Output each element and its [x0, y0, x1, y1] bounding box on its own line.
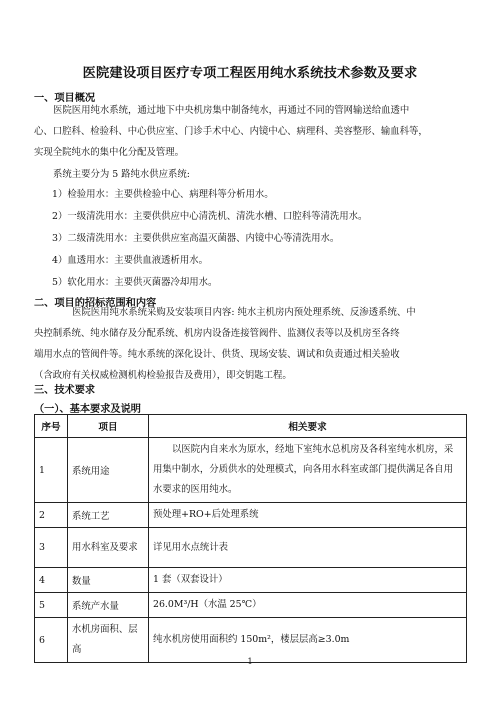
cell-no: 4 [35, 568, 68, 593]
table-row [35, 618, 467, 663]
cell-no: 6 [35, 618, 68, 663]
cell-name: 系统产水量 [68, 593, 149, 618]
cell-name: 数量 [68, 568, 149, 593]
cell-req: 以医院内自来水为原水，经地下室纯水总机房及各科室纯水机房，采用集中制水，分质供水的处理模式，向各用水科室或部门提供满足各自用水要求的医用纯水。 [149, 438, 467, 503]
header-item: 项目 [68, 415, 149, 438]
header-req: 相关要求 [149, 415, 467, 438]
table-row [35, 438, 467, 503]
cell-req: 预处理+RO+后处理系统 [149, 503, 467, 528]
cell-req: 详见用水点统计表 [149, 528, 467, 568]
overview-line-1: 医院医用纯水系统，通过地下中央机房集中制备纯水，再通过不同的管网输送给血透中 [53, 105, 410, 116]
header-no: 序号 [35, 415, 68, 438]
cell-no: 5 [35, 593, 68, 618]
list-item: 3）二级清洗用水：主要供供应室高温灭菌器、内镜中心等清洗用水。 [52, 233, 340, 244]
overview-line-3: 实现全院纯水的集中化分配及管理。 [34, 147, 185, 158]
scope-line-3: 端用水点的管阀件等。纯水系统的深化设计、供货、现场安装、调试和负责通过相关验收 [34, 349, 400, 360]
cell-name: 用水科室及要求 [68, 528, 149, 568]
overview-line-2: 心、口腔科、检验科、中心供应室、门诊手术中心、内镜中心、病理科、美容整形、输血科等， [34, 126, 428, 137]
list-item: 2）一级清洗用水：主要供供应中心清洗机、清洗水槽、口腔科等清洗用水。 [52, 211, 368, 222]
list-item: 5）软化用水：主要供灭菌器冷却用水。 [52, 277, 218, 288]
overview-systems-intro: 系统主要分为 5 路纯水供应系统: [53, 169, 190, 180]
cell-name: 水机房面积、层高 [68, 618, 149, 663]
section-heading-tech: 三、技术要求 [34, 385, 96, 396]
table-row [35, 503, 467, 528]
document-title: 医院建设项目医疗专项工程医用纯水系统技术参数及要求 [82, 66, 418, 81]
section-heading-scope: 二、项目的招标范围和内容 [34, 298, 157, 309]
subsection-heading-basic: （一）、基本要求及说明 [34, 404, 141, 415]
cell-req: 26.0M³/H（水温 25℃） [149, 593, 467, 618]
table-header-row [35, 415, 467, 438]
requirements-table [34, 414, 467, 663]
cell-no: 3 [35, 528, 68, 568]
scope-line-1: 医院医用纯水系统采购及安装项目内容: 纯水主机房内预处理系统、反渗透系统、中 [72, 307, 416, 318]
cell-no: 2 [35, 503, 68, 528]
table-row [35, 528, 467, 568]
scope-line-2: 央控制系统、纯水储存及分配系统、机房内设备连接管阀件、监测仪表等以及机房至各终 [34, 328, 400, 339]
cell-name: 系统工艺 [68, 503, 149, 528]
list-item: 1）检验用水：主要供检验中心、病理科等分析用水。 [52, 189, 274, 200]
cell-no: 1 [35, 438, 68, 503]
table-row [35, 593, 467, 618]
cell-name: 系统用途 [68, 438, 149, 503]
list-item: 4）血透用水：主要供血液透析用水。 [52, 255, 208, 266]
section-heading-overview: 一、项目概况 [34, 93, 96, 104]
table-row [35, 568, 467, 593]
page-number: 1 [247, 657, 253, 666]
scope-line-4: （含政府有关权威检测机构检验报告及费用），即交钥匙工程。 [34, 370, 292, 381]
cell-req: 1 套（双套设计） [149, 568, 467, 593]
cell-req: 纯水机房使用面积约 150m²，楼层层高≥3.0m [149, 618, 467, 663]
